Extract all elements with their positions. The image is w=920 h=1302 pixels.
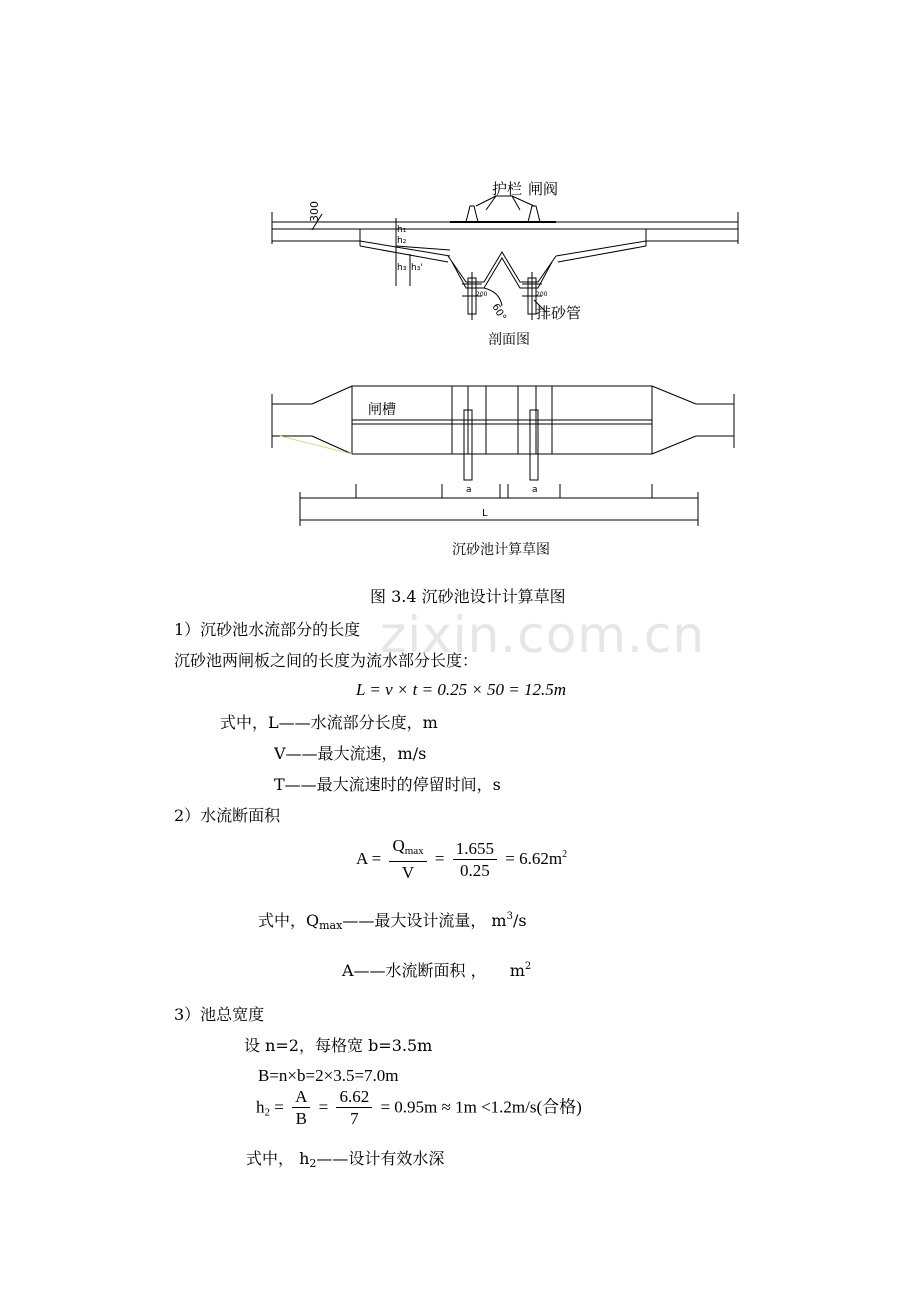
label-200-right: 200: [536, 291, 548, 298]
depth-eq-lhs-sub: 2: [264, 1106, 270, 1119]
label-a-left: a: [466, 485, 472, 495]
depth-f2-den: 7: [350, 1109, 359, 1128]
label-angle: 60°: [489, 302, 508, 323]
where-depth-sub: 2: [309, 1157, 317, 1170]
where-area-unit: m: [509, 961, 525, 980]
where-depth-pre: 式中， h: [246, 1149, 310, 1168]
where-depth-post: ——设计有效水深: [316, 1149, 445, 1168]
where-depth: [246, 1146, 444, 1170]
section-2-heading: 2）水流断面积: [174, 806, 281, 825]
where-time: T——最大流速时的停留时间，s: [274, 775, 501, 794]
label-guardrail: 护栏: [492, 180, 523, 198]
depth-eq-lhs: h: [256, 1097, 265, 1117]
depth-f1-num: A: [292, 1087, 310, 1108]
section-caption: 剖面图: [488, 332, 530, 348]
depth-eq-rhs: = 0.95m ≈ 1m <1.2m/s(合格): [380, 1097, 582, 1117]
watermark-text: zixin.com.cn: [380, 606, 706, 664]
label-h3: h₃: [397, 263, 407, 273]
label-gate-slot: 闸槽: [368, 402, 396, 418]
depth-f2-num: 6.62: [336, 1087, 372, 1108]
area-eq-lhs: A =: [356, 848, 382, 868]
where-qmax-sup: 3: [506, 911, 513, 922]
plan-drawing: [0, 380, 920, 560]
area-f2-den: 0.25: [460, 860, 490, 880]
label-h2: h₂: [397, 236, 407, 246]
area-eq-rhs: = 6.62m: [505, 848, 563, 868]
length-equation: L = v × t = 0.25 × 50 = 12.5m: [356, 680, 567, 699]
where-length: 式中，L——水流部分长度，m: [220, 713, 438, 732]
section-1-description: 沉砂池两闸板之间的长度为流水部分长度：: [174, 651, 479, 670]
label-h3-prime: h₃': [411, 263, 423, 273]
label-300: 300: [308, 201, 321, 222]
depth-fraction-1: [292, 1087, 310, 1130]
section-1-heading: 1）沉砂池水流部分的长度: [174, 620, 361, 639]
section-drawing: [0, 0, 920, 360]
label-a-right: a: [532, 485, 538, 495]
area-equation: A = $\frac{Q_{max}}{V}$ = $\frac{1.655}{0.25}$ = $6.62m^2$: [356, 836, 568, 882]
label-gate-valve: 闸阀: [528, 180, 559, 198]
area-fraction-2: [453, 839, 497, 882]
where-qmax-post: ——最大设计流量， m: [342, 911, 507, 930]
area-f2-num: 1.655: [453, 839, 497, 860]
where-qmax-end: /s: [512, 911, 527, 930]
where-velocity: V——最大流速，m/s: [274, 744, 427, 763]
where-qmax: [258, 908, 527, 932]
label-h1: h₁: [397, 225, 407, 235]
figure-caption: 图 3.4 沉砂池设计计算草图: [370, 587, 566, 606]
area-eq-rhs-sup: 2: [562, 848, 568, 860]
assume-n: 设 n=2，每格宽 b=3.5m: [244, 1036, 433, 1055]
where-area-sup: 2: [524, 961, 532, 972]
area-fraction-1: [389, 836, 426, 884]
area-f1-den: V: [401, 863, 415, 882]
plan-caption: 沉砂池计算草图: [452, 542, 550, 558]
label-L: L: [482, 508, 488, 519]
section-3-heading: 3）池总宽度: [174, 1005, 265, 1024]
depth-f1-den: B: [295, 1109, 307, 1128]
where-qmax-sub: max: [319, 919, 343, 932]
width-equation: B=n×b=2×3.5=7.0m: [258, 1066, 399, 1085]
area-f1-num-sub: max: [404, 845, 424, 857]
depth-fraction-2: [336, 1087, 372, 1130]
label-sand-pipe: 排砂管: [536, 304, 582, 322]
where-area: [342, 958, 531, 981]
where-area-text: A——水流断面积 ，: [342, 961, 487, 980]
label-200-left: 200: [476, 291, 488, 298]
where-qmax-pre: 式中，Q: [258, 911, 320, 930]
depth-equation: $h_2$ = $\frac{A}{B}$ = $\frac{6.62}{7}$ = 0.95m ≈ 1m <1.2m/s(合格): [256, 1087, 582, 1128]
area-f1-num: Q: [392, 836, 405, 855]
